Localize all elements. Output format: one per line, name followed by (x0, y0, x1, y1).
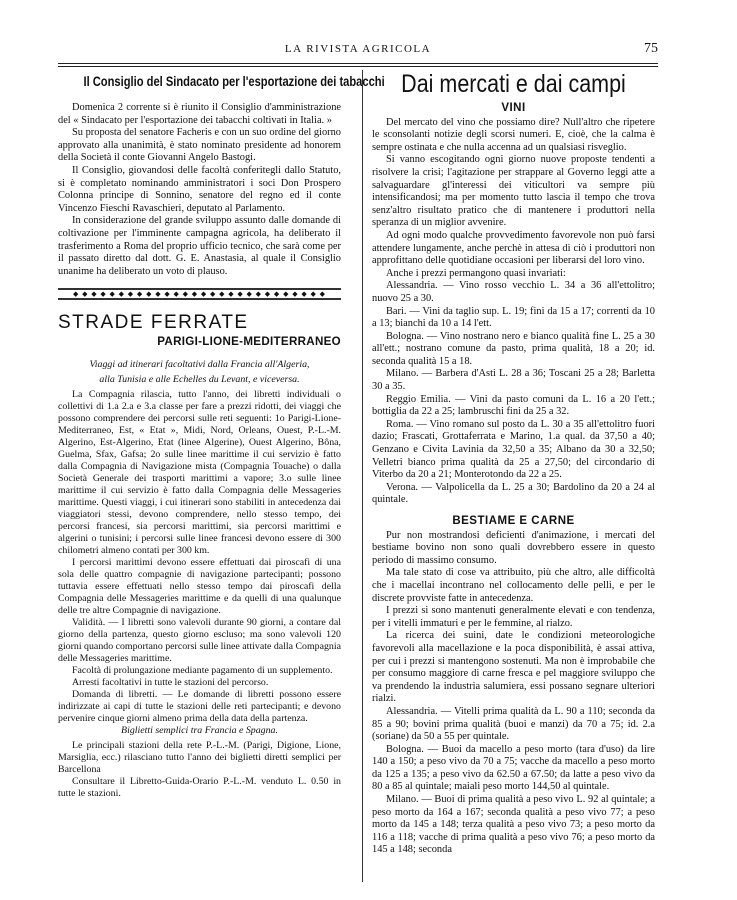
railway-paragraph: I percorsi marittimi devono essere effettuati dai piroscafi di una sola delle quattro compagnie di navigazione partecipanti; possono tuttavia essere effettuati nello stesso tempo dai piroscafi della Compagnia delle Messageries marittime e da quelli di una qualunque delle tre altre Compagnie di navigazione. (58, 556, 341, 616)
sindacato-paragraph: Domenica 2 corrente si è riunito il Consiglio d'amministrazione del « Sindacato per l'esportazione dei tabacchi coltivati in Italia. » (58, 102, 341, 126)
running-header (58, 41, 658, 57)
wine-price-entry: Roma. — Vino romano sul posto da L. 30 a 35 all'ettolitro fuori dazio; Frascati, Grottaferrata e Marino, 1.a qual. da 37,50 a 40; Genzano e Civita Lavinia da 32,50 a 35; Albano da 30 a 32,50; Velletri bianco prima qualità da 25 a 27,50; del circondario di Viterbo da 20 a 21; Monterotondo da 22 a 25. (372, 418, 655, 481)
wine-price-entry: Milano. — Barbera d'Asti L. 28 a 36; Toscani 25 a 28; Barletta 30 a 35. (372, 368, 655, 393)
ornamental-divider: ◆ ◆ ◆ ◆ ◆ ◆ ◆ ◆ ◆ ◆ ◆ ◆ ◆ ◆ ◆ ◆ ◆ ◆ ◆ ◆ ◆ ◆ ◆ ◆ ◆ ◆ ◆ ◆ (58, 288, 341, 300)
sindacato-title: Il Consiglio del Sindacato per l'esportazione dei tabacchi (83, 74, 385, 89)
column-divider (362, 70, 363, 882)
railway-paragraph: Consultare il Libretto-Guida-Orario P.-L.-M. venduto L. 0.50 in tutte le stazioni. (58, 775, 341, 799)
sindacato-paragraph: In considerazione del grande sviluppo assunto dalle domande di coltivazione per l'imminente campagna agricola, ha deliberato il trasferimento a Roma del proprio ufficio tecnico, che sarà come per il passato diretto dal dott. G. E. Anastasia, al quale il Consiglio unanime ha deliberato un voto di plauso. (58, 215, 341, 277)
wine-price-entry: Alessandria. — Vino rosso vecchio L. 34 a 36 all'ettolitro; nuovo 25 a 30. (372, 280, 655, 304)
railway-paragraph: La Compagnia rilascia, tutto l'anno, dei libretti individuali o collettivi di 1.a 2.a e 3.a classe per fare a prezzi ridotti, dei viaggi che possono comprendere dei percorsi sulle reti seguenti: 1o Parigi-Lione-Mediterraneo, Est, « Etat », Midi, Nord, Orleans, Ouest, P.-L.-M. Algerino, Est-Algerino, Etat (linee Algerine), Ouest Algerino, Bôna, Guelma, Sfax, Gafsa; 2o sulle linee marittime il cui servizio è fatto dalla Compagnia di Navigazione mista (Compagnia Touache) o dalla Società Generale dei trasporti marittimi a vapore; 3.o sulle linee marittime il cui servizio è fatto dalla Compagnia delle Messageries marittime. Questi viaggi, i cui itinerari sono stabiliti in antecedenza dai viaggiatori stessi, devono comprendere, nello stesso tempo, dei percorsi francesi, sia percorsi marittimi, sia percorsi marittimi e algerini o tunisini; i percorsi sulle linee francesi devono essere di 300 chilometri almeno contati per 300 km. (58, 388, 341, 556)
booklet-request-paragraph: Domanda di libretti. — Le domande di libretti possono essere indirizzate ai capi di tutte le stazioni delle reti partecipanti; e devono pervenire cinque giorni almeno prima della data della partenza. (58, 688, 341, 724)
vini-paragraph: Anche i prezzi permangono quasi invariati: (386, 267, 566, 279)
header-rule-top (58, 63, 658, 64)
header-rule-bottom (58, 66, 658, 67)
vini-paragraph: Ad ogni modo qualche provvedimento favorevole non può farsi attendere lungamente, anche perchè in attesa di ciò i produttori non approfittano delle quotidiane occasioni per liberarsi del loro vino. (372, 229, 655, 267)
bestiame-paragraph: La ricerca dei suini, date le condizioni meteorologiche favorevoli alla macellazione e la poca disponibilità, è assai attiva, per cui i prezzi si mantengono sostenuti. Ma non è improbabile che per consumo maggiore di carne fresca e pel maggiore sviluppo che va prendendo la industria salumiera, essi possano segnare ulteriori rialzi. (372, 630, 655, 705)
travel-intro-line: Viaggi ad itinerari facoltativi dalla Francia all'Algeria, (89, 358, 310, 370)
livestock-price-entry: Bologna. — Buoi da macello a peso morto (tara d'uso) da lire 140 a 150; a peso vivo da 70 a 75; vacche da macello a peso morto da 125 a 135; a peso vivo da 62.50 a 67.50; da latte a peso vivo da 80 a 85 al quintale; maiali peso morto 144,50 al quintale. (372, 743, 655, 793)
wine-price-entry: Bologna. — Vino nostrano nero e bianco qualità fine L. 25 a 30 all'ett.; nostrano comune da pasto, prima qualità, 18 a 20; id. seconda qualità 15 a 18. (372, 330, 655, 367)
wine-price-entry: Reggio Emilia. — Vini da pasto comuni da L. 16 a 20 l'ett.; bottiglia da 22 a 25; lambruschi fini da 25 a 32. (372, 393, 655, 418)
validity-paragraph: Validità. — I libretti sono valevoli durante 90 giorni, a contare dal giorno della partenza, questo giorno escluso; ma sono valevoli 120 giorni quando comportano percorsi sulle linee attivate dalla Compagnia delle Messageries marittime. (58, 616, 341, 664)
railway-paragraph: Facoltà di prolungazione mediante pagamento di un supplemento. (72, 664, 333, 676)
bestiame-heading: BESTIAME E CARNE (452, 515, 575, 527)
page-number: 75 (644, 41, 658, 56)
vini-paragraph: Si vanno escogitando ogni giorno nuove proposte tendenti a risolvere la crisi; l'agitazione per strappare al Governo leggi atte a salvaguardare gl'interessi dei viticultori va sempre più intensificandosi; ma per momento tutto lascia il tempo che trova senz'altro risultato pratico che di mantenere i produttori nella speranza di un miglior avvenire. (372, 154, 655, 229)
sindacato-paragraph: Il Consiglio, giovandosi delle facoltà conferitegli dallo Statuto, si è completato nominando amministratori i soci Don Prospero Colonna principe di Sonnino, senatore del regno ed il conte Vincenzo Fieschi Ravaschieri, deputato al Parlamento. (58, 164, 341, 214)
livestock-price-entry: Milano. — Buoi di prima qualità a peso vivo L. 92 al quintale; a peso morto da 164 a 167; seconda qualità a peso vivo 77; a peso morto da 145 a 148; terza qualità a peso vivo 73; a peso morto da 116 a 118; vacche di prima qualità a peso vivo 76; a peso morto da 145 a 148; seconda (372, 794, 655, 856)
left-column (58, 70, 385, 800)
travel-intro-line: alla Tunisia e alle Echelles du Levant, e viceversa. (99, 373, 300, 385)
wine-price-entry: Verona. — Valpolicella da L. 25 a 30; Bardolino da 20 a 24 al quintale. (372, 481, 655, 506)
bestiame-paragraph: I prezzi si sono mantenuti generalmente elevati e con tendenza, per i vitelli immaturi e per le femmine, al rialzo. (372, 605, 655, 629)
right-column (372, 70, 655, 857)
railway-paragraph: Le principali stazioni della rete P.-L.-M. (Parigi, Digione, Lione, Marsiglia, ecc.) rilasciano tutto l'anno dei biglietti diretti semplici per Barcellona (58, 739, 341, 775)
strade-ferrate-title: STRADE FERRATE (58, 312, 249, 334)
livestock-price-entry: Alessandria. — Vitelli prima qualità da L. 90 a 110; seconda da 85 a 90; bovini prima qualità (buoi e manzi) da 70 a 75; id. 2.a (soriane) da 50 a 55 per quintale. (372, 705, 655, 743)
sindacato-paragraph: Su proposta del senatore Facheris e con un suo ordine del giorno approvato alla unanimità, è stato nominato presidente ad honorem della Società il conte Giovanni Angelo Bastogi. (58, 127, 341, 164)
journal-title: LA RIVISTA AGRICOLA (284, 43, 432, 55)
railway-subtitle: PARIGI-LIONE-MEDITERRANEO (157, 335, 341, 349)
bestiame-paragraph: Ma tale stato di cose va attribuito, più che altro, alle difficoltà che i macellai incontrano nel collocamento delle pelli, e per le discrete provviste fatte in antecedenza. (372, 567, 655, 604)
bestiame-paragraph: Pur non mostrandosi deficienti d'animazione, i mercati del bestiame bovino non sono quali dovrebbero essere in questo periodo di massimo consumo. (372, 529, 655, 566)
vini-heading: VINI (501, 102, 526, 114)
simple-tickets-heading: Biglietti semplici tra Francia e Spagna. (121, 724, 278, 736)
wine-price-entry: Bari. — Vini da taglio sup. L. 19; fini da 15 a 17; correnti da 10 a 13; bianchi da 10 a 14 l'ett. (372, 305, 655, 330)
markets-title: Dai mercati e dai campi (401, 70, 626, 98)
railway-paragraph: Arresti facoltativi in tutte le stazioni del percorso. (72, 676, 269, 688)
vini-paragraph: Del mercato del vino che possiamo dire? Null'altro che ripetere le sconsolanti notizie degli scorsi numeri. E, cioè, che la calma è sempre ostinata e che nulla accenna ad un qualsiasi risveglio. (372, 116, 655, 153)
